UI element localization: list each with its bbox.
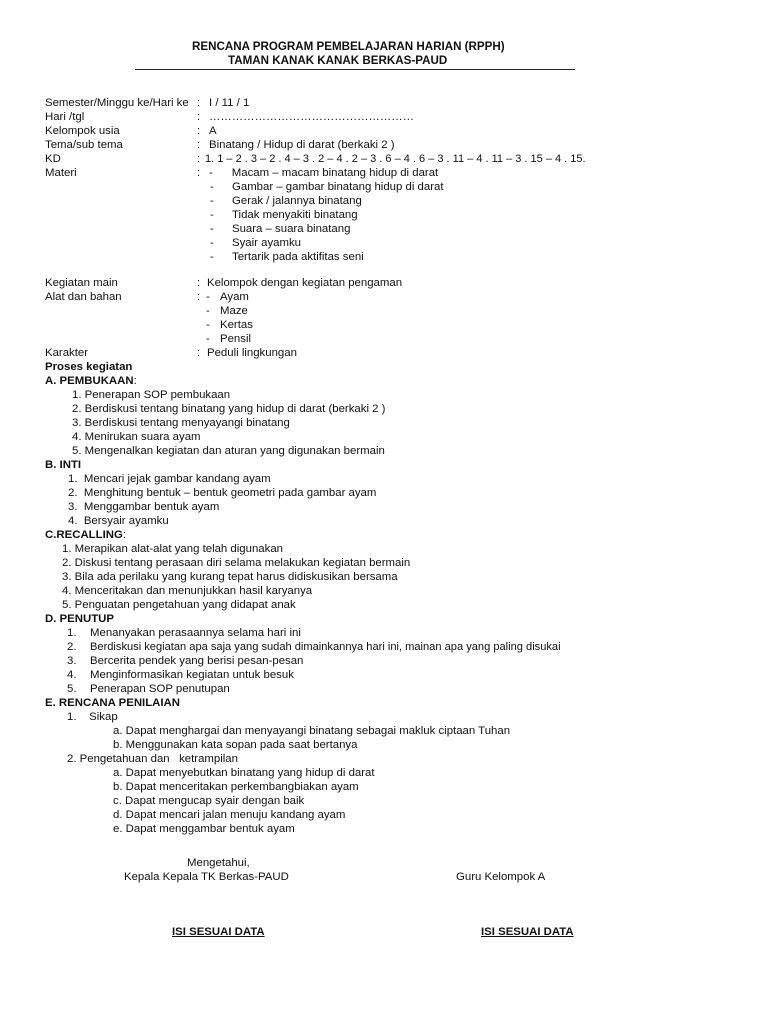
materi-item: Tidak menyakiti binatang	[232, 209, 358, 221]
proses-kegiatan-heading: Proses kegiatan	[45, 361, 133, 373]
field-sep: :	[197, 347, 201, 359]
document-title: RENCANA PROGRAM PEMBELAJARAN HARIAN (RPPH)	[192, 40, 505, 53]
field-label-materi: Materi	[45, 167, 77, 179]
document-subtitle: TAMAN KANAK KANAK BERKAS-PAUD	[228, 54, 448, 67]
materi-item: Tertarik pada aktifitas seni	[232, 251, 364, 263]
field-label-kelompok: Kelompok usia	[45, 125, 120, 137]
title-divider	[135, 69, 575, 70]
materi-dash: -	[210, 251, 214, 263]
inti-heading: B. INTI	[45, 459, 82, 471]
inti-item: 3. Menggambar bentuk ayam	[68, 501, 220, 513]
signature-right-name: ISI SESUAI DATA	[481, 926, 574, 938]
heading-colon: :	[122, 529, 127, 541]
penutup-num: 5.	[67, 683, 77, 695]
recalling-item: 5. Penguatan pengetahuan yang didapat anak	[62, 599, 296, 611]
field-value-kd: 1. 1 – 2 . 3 – 2 . 4 – 3 . 2 – 4 . 2 – 3 . 6 – 4 . 6 – 3 . 11 – 4 . 11 – 3 . 15 – 4 . 15.	[205, 153, 586, 165]
penutup-item: Menanyakan perasaannya selama hari ini	[90, 627, 301, 639]
penutup-item: Penerapan SOP penutupan	[90, 683, 230, 695]
field-sep: :	[197, 153, 201, 165]
alat-dash: -	[206, 319, 210, 331]
field-sep: :	[197, 97, 201, 109]
field-sep: :	[197, 291, 201, 303]
field-label-hari: Hari /tgl	[45, 111, 85, 123]
penutup-num: 3.	[67, 655, 77, 667]
pengetahuan-item: a. Dapat menyebutkan binatang yang hidup di darat	[113, 767, 375, 779]
materi-dash: -	[210, 181, 214, 193]
pembukaan-item: 1. Penerapan SOP pembukaan	[72, 389, 231, 401]
recalling-item: 1. Merapikan alat-alat yang telah digunakan	[62, 543, 283, 555]
inti-item: 2. Menghitung bentuk – bentuk geometri pada gambar ayam	[68, 487, 377, 499]
penutup-num: 2.	[67, 641, 77, 653]
field-label-alat-bahan: Alat dan bahan	[45, 291, 122, 303]
field-value-semester: I / 11 / 1	[209, 97, 250, 109]
materi-item: Syair ayamku	[232, 237, 302, 249]
field-sep: :	[197, 167, 201, 179]
pengetahuan-item: e. Dapat menggambar bentuk ayam	[113, 823, 295, 835]
pembukaan-item: 2. Berdiskusi tentang binatang yang hidup di darat (berkaki 2 )	[72, 403, 386, 415]
field-sep: :	[197, 139, 201, 151]
materi-dash: -	[210, 195, 214, 207]
penilaian-heading: E. RENCANA PENILAIAN	[45, 697, 181, 709]
alat-item: Maze	[220, 305, 248, 317]
penutup-item: Bercerita pendek yang berisi pesan-pesan	[90, 655, 304, 667]
materi-dash: -	[210, 209, 214, 221]
alat-dash: -	[206, 333, 210, 345]
field-value-materi: - Macam – macam binatang hidup di darat	[209, 167, 439, 179]
penilaian-pengetahuan: 2. Pengetahuan dan ketrampilan	[67, 753, 238, 765]
alat-dash: -	[206, 305, 210, 317]
field-label-kd: KD	[45, 153, 61, 165]
recalling-heading: C.RECALLING	[45, 529, 123, 541]
sikap-item: a. Dapat menghargai dan menyayangi binatang sebagai makluk ciptaan Tuhan	[113, 725, 511, 737]
signature-left-role: Kepala Kepala TK Berkas-PAUD	[124, 871, 289, 883]
field-label-tema: Tema/sub tema	[45, 139, 123, 151]
signature-right-role: Guru Kelompok A	[456, 871, 546, 883]
field-value-kegiatan-main: Kelompok dengan kegiatan pengaman	[207, 277, 403, 289]
recalling-item: 3. Bila ada perilaku yang kurang tepat harus didiskusikan bersama	[62, 571, 398, 583]
materi-item: Suara – suara binatang	[232, 223, 351, 235]
inti-item: 1. Mencari jejak gambar kandang ayam	[68, 473, 271, 485]
materi-dash: -	[210, 237, 214, 249]
field-sep: :	[197, 277, 201, 289]
field-value-tema: Binatang / Hidup di darat (berkaki 2 )	[209, 139, 395, 151]
materi-dash: -	[210, 223, 214, 235]
pembukaan-item: 3. Berdiskusi tentang menyayangi binatang	[72, 417, 290, 429]
pembukaan-heading: A. PEMBUKAAN	[45, 375, 134, 387]
field-value-hari: ………………………………………………	[209, 111, 415, 123]
sikap-item: b. Menggunakan kata sopan pada saat bertanya	[113, 739, 358, 751]
signature-mengetahui: Mengetahui,	[187, 857, 250, 869]
alat-item: Ayam	[220, 291, 249, 303]
signature-left-name: ISI SESUAI DATA	[172, 926, 265, 938]
pengetahuan-item: d. Dapat mencari jalan menuju kandang ayam	[113, 809, 346, 821]
pembukaan-item: 5. Mengenalkan kegiatan dan aturan yang digunakan bermain	[72, 445, 385, 457]
field-label-semester: Semester/Minggu ke/Hari ke	[45, 97, 189, 109]
recalling-item: 2. Diskusi tentang perasaan diri selama melakukan kegiatan bermain	[62, 557, 411, 569]
heading-colon: :	[133, 375, 137, 387]
penilaian-sikap: 1. Sikap	[67, 711, 118, 723]
pembukaan-heading-row	[45, 374, 137, 388]
field-label-karakter: Karakter	[45, 347, 89, 359]
pembukaan-item: 4. Menirukan suara ayam	[72, 431, 201, 443]
alat-item: Kertas	[220, 319, 253, 331]
recalling-item: 4. Menceritakan dan menunjukkan hasil karyanya	[62, 585, 313, 597]
penutup-item: Menginformasikan kegiatan untuk besuk	[90, 669, 294, 681]
recalling-heading-row	[45, 528, 126, 542]
pengetahuan-item: c. Dapat mengucap syair dengan baik	[113, 795, 305, 807]
inti-item: 4. Bersyair ayamku	[68, 515, 169, 527]
penutup-num: 4.	[67, 669, 77, 681]
materi-item: Gerak / jalannya binatang	[232, 195, 362, 207]
field-value-karakter: Peduli lingkungan	[207, 347, 297, 359]
field-sep: :	[197, 125, 201, 137]
penutup-heading: D. PENUTUP	[45, 613, 114, 625]
pengetahuan-item: b. Dapat menceritakan perkembangbiakan ayam	[113, 781, 359, 793]
field-value-kelompok: A	[209, 125, 217, 137]
alat-dash: -	[206, 291, 210, 303]
field-sep: :	[197, 111, 201, 123]
penutup-num: 1.	[67, 627, 77, 639]
field-label-kegiatan-main: Kegiatan main	[45, 277, 118, 289]
materi-item: Gambar – gambar binatang hidup di darat	[232, 181, 444, 193]
penutup-item: Berdiskusi kegiatan apa saja yang sudah dimainkannya hari ini, mainan apa yang paling disukai	[90, 641, 561, 653]
alat-item: Pensil	[220, 333, 252, 345]
